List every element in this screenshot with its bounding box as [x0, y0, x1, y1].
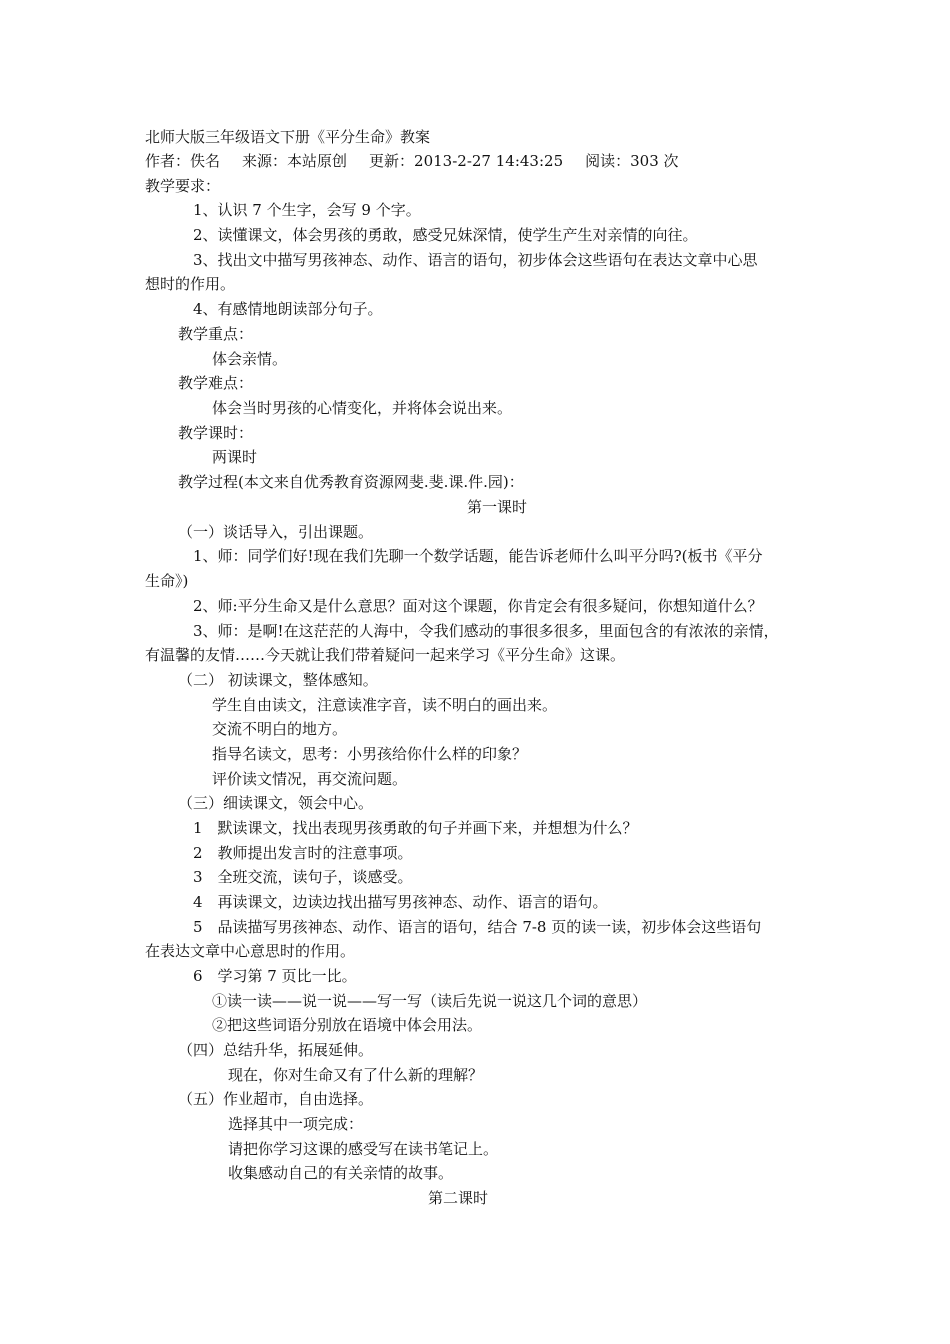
text-line: 5 品读描写男孩神态、动作、语言的语句，结合 7-8 页的读一读，初步体会这些语句 [193, 918, 762, 936]
text-line: 3 全班交流，读句子，谈感受。 [193, 868, 413, 886]
text-line: 4、有感情地朗读部分句子。 [193, 300, 383, 318]
doc-title: 北师大版三年级语文下册《平分生命》教案 [145, 128, 431, 146]
meta-updated: 更新：2013-2-27 14:43:25 [369, 152, 564, 170]
step-heading: （四）总结升华，拓展延伸。 [178, 1041, 374, 1059]
text-line: 1、师：同学们好!现在我们先聊一个数学话题，能告诉老师什么叫平分吗?(板书《平分 [193, 547, 763, 565]
text-line: 2、读懂课文，体会男孩的勇敢，感受兄妹深情，使学生产生对亲情的向往。 [193, 226, 698, 244]
step-heading: （二） 初读课文，整体感知。 [178, 671, 378, 689]
text-line: 3、找出文中描写男孩神态、动作、语言的语句，初步体会这些语句在表达文章中心思 [193, 251, 758, 269]
text-line: 评价读文情况，再交流问题。 [212, 770, 408, 788]
text-line: 2 教师提出发言时的注意事项。 [193, 844, 413, 862]
text-line: 指导名读文，思考：小男孩给你什么样的印象？ [212, 745, 528, 763]
text-line: ②把这些词语分别放在语境中体会用法。 [212, 1016, 483, 1034]
text-line: 请把你学习这课的感受写在读书笔记上。 [228, 1140, 499, 1158]
lesson-heading: 第二课时 [428, 1189, 489, 1207]
text-line: 生命》) [145, 572, 189, 590]
text-line: 在表达文章中心意思时的作用。 [145, 942, 356, 960]
text-line: 体会当时男孩的心情变化，并将体会说出来。 [212, 399, 513, 417]
section-heading: 教学过程(本文来自优秀教育资源网斐.斐.课.件.园)： [178, 473, 524, 491]
doc-meta [145, 150, 679, 172]
meta-author: 作者：佚名 [145, 152, 221, 170]
text-line: 3、师：是啊!在这茫茫的人海中，令我们感动的事很多很多，里面包含的有浓浓的亲情， [193, 622, 779, 640]
text-line: 两课时 [212, 448, 258, 466]
lesson-heading: 第一课时 [467, 498, 528, 516]
step-heading: （五）作业超市，自由选择。 [178, 1090, 374, 1108]
text-line: 有温馨的友情……今天就让我们带着疑问一起来学习《平分生命》这课。 [145, 646, 626, 664]
section-heading: 教学课时： [178, 424, 254, 442]
text-line: 1、认识 7 个生字，会写 9 个字。 [193, 201, 421, 219]
text-line: 想时的作用。 [145, 275, 236, 293]
text-line: 选择其中一项完成： [228, 1115, 364, 1133]
text-line: 体会亲情。 [212, 350, 288, 368]
section-heading: 教学难点： [178, 374, 254, 392]
text-line: 学生自由读文，注意读准字音，读不明白的画出来。 [212, 696, 558, 714]
meta-reads: 阅读：303 次 [585, 152, 679, 170]
text-line: 现在，你对生命又有了什么新的理解？ [228, 1066, 484, 1084]
text-line: 6 学习第 7 页比一比。 [193, 967, 357, 985]
text-line: 1 默读课文，找出表现男孩勇敢的句子并画下来，并想想为什么？ [193, 819, 638, 837]
text-line: 收集感动自己的有关亲情的故事。 [228, 1164, 454, 1182]
meta-source: 来源：本站原创 [242, 152, 348, 170]
text-line: 4 再读课文，边读边找出描写男孩神态、动作、语言的语句。 [193, 893, 608, 911]
text-line: 2、师:平分生命又是什么意思？面对这个课题，你肯定会有很多疑问，你想知道什么？ [193, 597, 763, 615]
section-heading: 教学要求： [145, 177, 221, 195]
text-line: ①读一读——说一说——写一写（读后先说一说这几个词的意思） [212, 992, 648, 1010]
section-heading: 教学重点： [178, 325, 254, 343]
step-heading: （三）细读课文，领会中心。 [178, 794, 374, 812]
text-line: 交流不明白的地方。 [212, 720, 348, 738]
step-heading: （一）谈话导入，引出课题。 [178, 523, 374, 541]
